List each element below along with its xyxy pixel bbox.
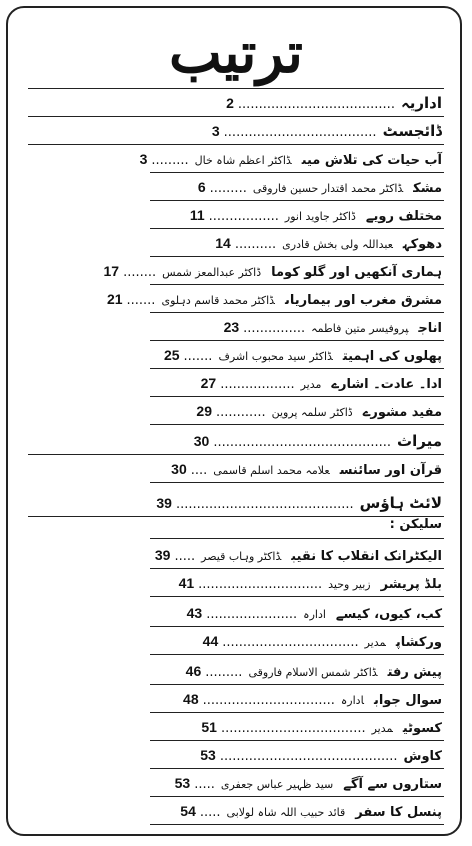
toc-leader: ..... [174,549,196,564]
toc-leader: ............ [216,405,266,420]
toc-page-number: 2 [226,95,234,111]
toc-leader: ................................ [202,693,335,708]
toc-page-number: 39 [156,495,172,511]
toc-row [190,206,442,226]
toc-row [164,346,442,366]
toc-title: پنسل کا سفر [355,805,442,820]
toc-author: ڈاکٹر جاوید انور [284,210,356,223]
toc-title: ستاروں سے آگے [343,777,442,792]
toc-title: الیکٹرانک انقلاب کا نقیب [291,549,442,564]
row-divider [150,172,444,173]
toc-title: مختلف رویے [365,209,442,224]
toc-author: ادارہ [303,608,326,621]
page-title: ترتیب [169,20,303,86]
row-divider [150,768,444,769]
toc-title: ڈائجسٹ [382,122,442,140]
row-divider [150,626,444,627]
toc-leader: ...................................... [237,97,395,112]
toc-author: علامہ محمد اسلم قاسمی [213,464,330,477]
toc-title: کاوش [403,749,442,764]
toc-title: مفید مشورے [362,405,442,420]
toc-author: عبداللہ ولی بخش قادری [282,238,393,251]
toc-title: مشرق مغرب اور بیماریاں [284,293,442,308]
toc-page-number: 25 [163,347,180,363]
toc-title: قرآن اور سائنس [339,463,442,478]
row-divider [150,482,444,483]
toc-row [194,432,442,452]
toc-leader: ...................... [206,607,298,622]
toc-leader: ....... [126,293,156,308]
toc-author: مدیر [300,378,322,391]
toc-row [215,234,442,254]
row-divider [150,796,444,797]
toc-title: سوال جواب [373,693,442,708]
toc-title: ہماری آنکھیں اور گلو کوما [271,265,442,280]
toc-leader: ........................................... [219,749,398,764]
toc-row [103,262,442,282]
toc-page-number: 46 [185,663,202,679]
toc-title: مشک [413,181,442,196]
toc-leader: ................................. [222,635,359,650]
toc-page-number: 39 [154,547,171,563]
toc-leader: ......... [205,665,243,680]
toc-row [155,546,442,566]
toc-author: قائد حبیب اللہ شاہ لولابی [226,806,346,819]
toc-title: آب حیات کی تلاش میں [301,153,442,168]
toc-row [156,494,442,514]
toc-title: کسوٹی [402,721,442,736]
toc-page-number: 30 [171,461,187,477]
toc-title: بلڈ پریشر [380,577,442,592]
toc-title: اداریہ [400,94,442,112]
toc-author: پروفیسر متین فاطمہ [311,322,409,335]
row-divider [150,568,444,569]
toc-author: زبیر وحید [328,578,371,591]
toc-title: پیش رفت [387,665,442,680]
toc-page-number: 6 [197,179,206,195]
toc-author: سید ظہیر عباس جعفری [220,778,334,791]
toc-row [224,318,442,338]
toc-title: کب، کیوں، کیسے [335,607,442,622]
toc-author: ڈاکٹر وہاب قیصر [201,550,282,563]
toc-author: ڈاکٹر محمد قاسم دہلوی [161,294,275,307]
toc-page-number: 29 [196,403,212,419]
toc-page-number: 21 [106,291,123,307]
toc-row [186,662,442,682]
toc-leader: ........................................... [213,435,392,450]
toc-row [201,718,442,738]
toc-title: لائٹ ہاؤس [359,494,442,512]
toc-page-number: 53 [200,747,216,763]
toc-row [390,516,442,534]
toc-author: ڈاکٹر محمد اقتدار حسین فاروقی [252,182,404,195]
toc-author: ڈاکٹر اعظم شاہ خال [194,154,292,167]
toc-row [226,94,442,114]
toc-title: ادا۔ عادت۔ اشارے [331,377,442,392]
row-divider [150,284,444,285]
row-divider [150,684,444,685]
toc-row [140,150,442,170]
toc-row [212,122,442,142]
toc-row [187,604,442,624]
toc-title: اناج [418,321,442,336]
row-divider [28,454,444,455]
row-divider [28,144,444,145]
toc-row [203,632,442,652]
row-divider [150,596,444,597]
toc-page-number: 53 [174,775,191,791]
toc-leader: .................. [220,377,295,392]
toc-page-number: 54 [180,803,196,819]
toc-title: دھوکہ [402,237,442,252]
toc-author: ڈاکٹر عبدالمعز شمس [162,266,262,279]
toc-leader: ..... [199,805,221,820]
toc-page-number: 17 [103,263,120,279]
row-divider [28,516,444,517]
toc-leader: .... [190,463,208,478]
toc-page-number: 11 [189,207,205,223]
toc-title: ورکشاپ [395,635,442,650]
toc-row [179,574,442,594]
toc-author: ادارہ [340,694,364,707]
toc-page-number: 27 [200,375,217,391]
toc-row [107,290,442,310]
row-divider [150,396,444,397]
toc-leader: ................................... [220,721,366,736]
toc-author: ڈاکٹر سلمہ پروین [271,406,353,419]
row-divider [150,712,444,713]
row-divider [150,256,444,257]
toc-page-number: 48 [183,691,199,707]
toc-row [200,746,442,766]
toc-author: مدیر [371,722,393,735]
row-divider [150,654,444,655]
row-divider [150,368,444,369]
row-divider [150,200,444,201]
row-divider [150,424,444,425]
toc-leader: ....... [183,349,213,364]
toc-page-number: 41 [178,575,195,591]
toc-row [180,802,442,822]
toc-row [183,690,442,710]
toc-page-number: 23 [223,319,240,335]
toc-page-number: 30 [193,433,210,449]
toc-title: میراث [397,432,442,450]
toc-leader: ................. [208,209,279,224]
toc-title: پھلوں کی اہمیت [342,349,442,364]
row-divider [150,340,444,341]
toc-row [171,460,442,480]
toc-leader: ............... [243,321,306,336]
toc-author: مدیر [364,636,386,649]
toc-page-number: 3 [139,151,148,167]
toc-leader: ......... [151,153,189,168]
toc-row [201,374,442,394]
toc-row [175,774,442,794]
toc-page-number: 14 [215,235,231,251]
toc-page-number: 51 [201,719,217,735]
row-divider [150,824,444,825]
toc-author: ڈاکٹر سید محبوب اشرف [218,350,333,363]
toc-page-number: 44 [202,633,219,649]
toc-leader: .......... [234,237,277,252]
row-divider [150,312,444,313]
row-divider [150,740,444,741]
row-divider [28,116,444,117]
toc-leader: ......... [209,181,247,196]
toc-author: ڈاکٹر شمس الاسلام فاروقی [248,666,378,679]
toc-leader: ..... [194,777,215,792]
rule-line [28,88,444,89]
toc-row [198,178,442,198]
toc-page-number: 3 [211,123,220,139]
row-divider [150,228,444,229]
toc-row [196,402,442,422]
toc-page-number: 43 [186,605,203,621]
toc-leader: ........................................... [175,497,354,512]
toc-title: سلیکن : [389,517,442,532]
toc-leader: ........ [123,265,157,280]
row-divider [150,538,444,539]
toc-leader: .............................. [198,577,323,592]
toc-leader: ..................................... [223,125,377,140]
